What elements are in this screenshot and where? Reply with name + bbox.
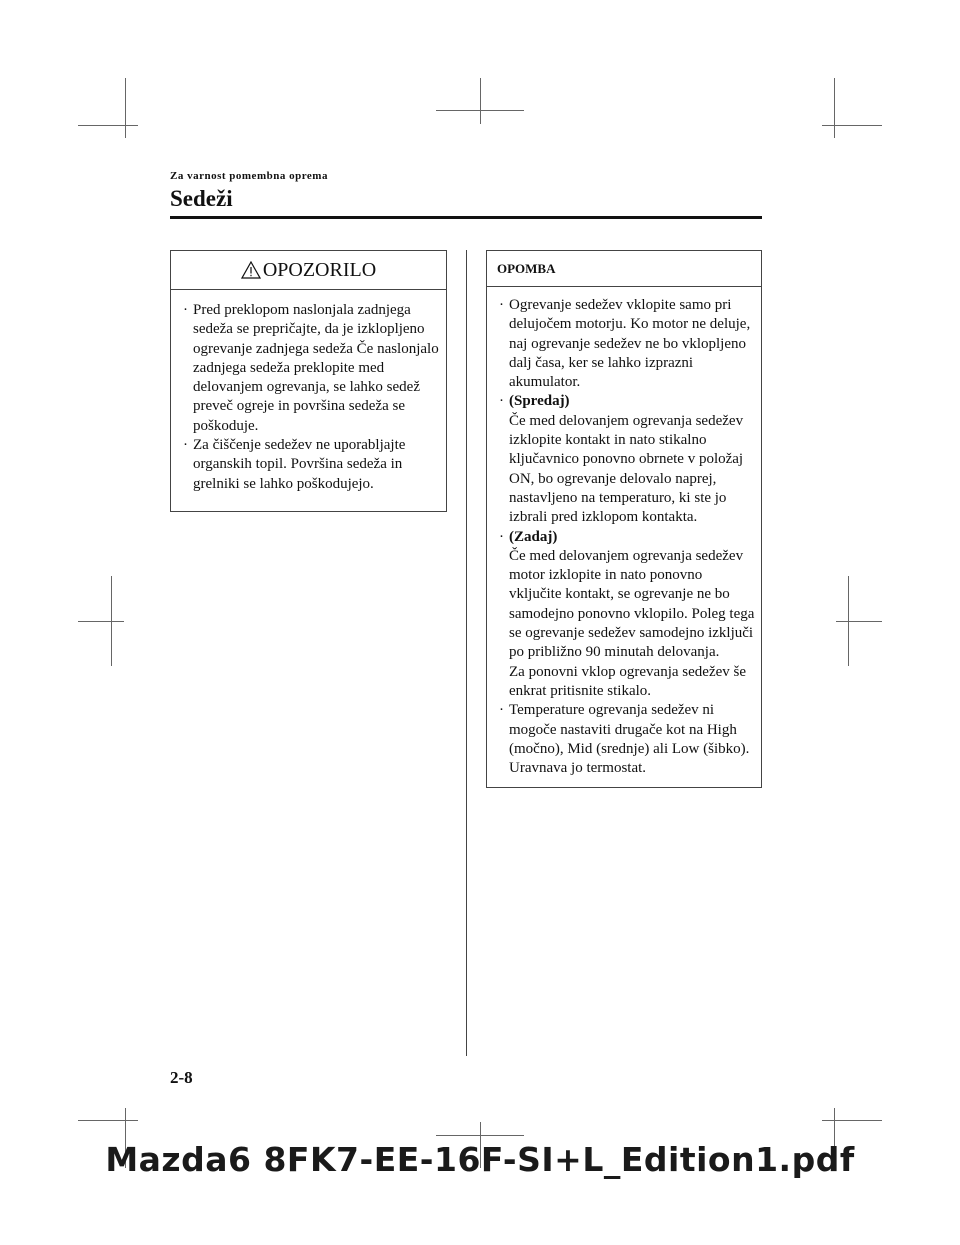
- warning-box: [170, 250, 447, 512]
- note-label: (Spredaj): [509, 393, 570, 410]
- warning-header: [171, 251, 446, 290]
- warning-list: [171, 290, 446, 494]
- note-box: [486, 250, 762, 788]
- note-list: [487, 287, 761, 778]
- list-item: · Pred preklopom naslonjala zadnjega sedeža se prepričajte, da je izklopljeno ogrevanje zadnjega sedeža Če naslonjalo zadnjega sedeža preklopite med delovanjem ogrevanja, se lahko sedež preveč ogreje in površina sedeža se poškoduje.: [183, 302, 439, 434]
- column-divider: [466, 250, 467, 1056]
- list-item: · Ogrevanje sedežev vklopite samo pri delujočem motorju. Ko motor ne deluje, naj ogrevanje sedežev ne bo vklopljeno dalj časa, ker se lahko izprazni akumulator.: [499, 297, 751, 391]
- note-title: OPOMBA: [487, 251, 761, 287]
- footer-filename: Mazda6 8FK7-EE-16F-SI+L_Edition1.pdf: [105, 1140, 855, 1179]
- title-rule: [170, 216, 762, 219]
- list-item: · Za čiščenje sedežev ne uporabljajte organskih topil. Površina sedeža in grelniki se lahko poškodujejo.: [183, 437, 406, 492]
- warning-triangle-icon: [241, 261, 261, 279]
- section-label: Za varnost pomembna oprema: [170, 170, 328, 182]
- warning-title: OPOZORILO: [262, 258, 377, 281]
- note-label: (Zadaj): [509, 528, 558, 545]
- page-title: Sedeži: [170, 186, 233, 211]
- list-item: · (Spredaj) Če med delovanjem ogrevanja sedežev izklopite kontakt in nato stikalno ključavnico ponovno obrnete v položaj ON, bo ogrevanje delovalo naprej, nastavljeno na temperaturo, ki ste jo izbrali pred izklopom kontakta.: [509, 392, 755, 527]
- page-number: 2-8: [170, 1068, 193, 1087]
- list-item: · Temperature ogrevanja sedežev ni mogoče nastaviti drugače kot na High (močno), Mid (srednje) ali Low (šibko). Uravnava jo termostat.: [499, 702, 750, 777]
- list-item: · (Zadaj) Če med delovanjem ogrevanja sedežev motor izklopite in nato ponovno vključite kontakt, se ogrevanje ne bo samodejno ponovno vklopilo. Poleg tega se ogrevanje sedežev samodejno izključi po približno 90 minutah delovanja. Za ponovni vklop ogrevanja sedežev še enkrat pritisnite stikalo.: [499, 528, 755, 699]
